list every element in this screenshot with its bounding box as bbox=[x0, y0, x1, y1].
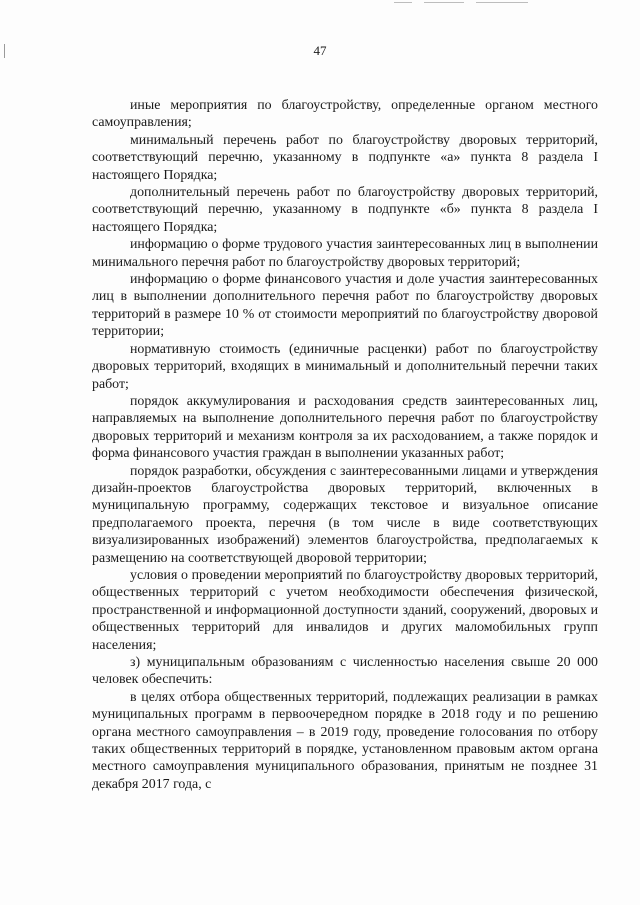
scan-artifact bbox=[424, 2, 464, 3]
paragraph: информацию о форме финансового участия и доле участия заинтересованных лиц в выполнении дополнительного перечня работ по благоустройству дворовых территорий в размере 10 % от стоимости мероприятий по благоустройству дворовой территории; bbox=[92, 272, 598, 340]
paragraph: дополнительный перечень работ по благоустройству дворовых территорий, соответствующий перечню, указанному в подпункте «б» пункта 8 раздела I настоящего Порядка; bbox=[92, 185, 598, 235]
paragraph: порядок разработки, обсуждения с заинтересованными лицами и утверждения дизайн-проектов благоустройства дворовых территорий, включенных в муниципальную программу, содержащих текстовое и визуальное описание предполагаемого проекта, перечня (в том числе в виде соответствующих визуализированных изображений) элементов благоустройства, предполагаемых к размещению на соответствующей дворовой территории; bbox=[92, 463, 598, 566]
scan-artifact bbox=[394, 2, 412, 3]
paragraph: порядок аккумулирования и расходования средств заинтересованных лиц, направляемых на выполнение дополнительного перечня работ по благоустройству дворовых территорий и механизм контроля за их расходованием, а также порядок и форма финансового участия граждан в выполнении указанных работ; bbox=[92, 393, 598, 462]
paragraph: информацию о форме трудового участия заинтересованных лиц в выполнении минимального перечня работ по благоустройству дворовых территорий; bbox=[92, 237, 598, 270]
paragraph: минимальный перечень работ по благоустройству дворовых территорий, соответствующий перечню, указанному в подпункте «а» пункта 8 раздела I настоящего Порядка; bbox=[92, 132, 598, 183]
paragraph: нормативную стоимость (единичные расценки) работ по благоустройству дворовых территорий, входящих в минимальный и дополнительный перечни таких работ; bbox=[92, 341, 598, 392]
paragraph: иные мероприятия по благоустройству, определенные органом местного самоуправления; bbox=[92, 98, 598, 131]
scan-artifact bbox=[476, 2, 528, 3]
page-number: 47 bbox=[313, 43, 327, 58]
paragraph: условия о проведении мероприятий по благоустройству дворовых территорий, общественных территорий с учетом необходимости обеспечения физической, пространственной и информационной доступности зданий, сооружений, дворовых и общественных территорий для инвалидов и других маломобильных групп населения; bbox=[92, 567, 598, 653]
body-text bbox=[92, 97, 598, 793]
paragraph: з) муниципальным образованиям с численностью населения свыше 20 000 человек обеспечить: bbox=[92, 655, 598, 688]
paragraph: в целях отбора общественных территорий, подлежащих реализации в рамках муниципальных программ в первоочередном порядке в 2018 году и по решению органа местного самоуправления – в 2019 году, проведение голосования по отбору таких общественных территорий в порядке, установленном правовым актом органа местного самоуправления муниципального образования, принятым не позднее 31 декабря 2017 года, с bbox=[92, 689, 598, 792]
